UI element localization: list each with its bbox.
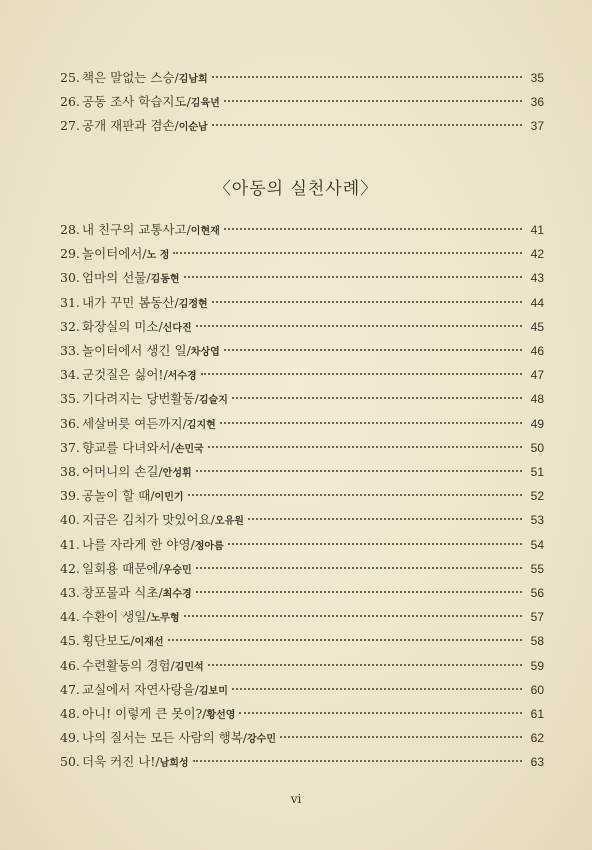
toc-entry: [60, 365, 544, 385]
toc-entry: [60, 341, 544, 361]
entry-author: 신다진: [162, 322, 192, 334]
entry-page: 52: [530, 489, 544, 504]
dot-leader: [212, 300, 522, 303]
entry-title: 화장실의 미소: [82, 318, 159, 334]
entry-title: 수환이 생일: [82, 609, 147, 625]
entry-separator: /: [186, 94, 191, 109]
toc-entry: [60, 389, 544, 409]
entry-author: 김보미: [198, 685, 228, 697]
dot-leader: [224, 99, 522, 102]
dot-leader: [208, 663, 522, 666]
entry-title: 책은 말없는 스승: [82, 70, 175, 85]
entry-title: 내가 꾸민 봄동산: [82, 294, 175, 310]
toc-entry: [60, 486, 544, 506]
entry-separator: /: [142, 246, 147, 262]
entry-title: 기다려지는 당번활동: [82, 391, 195, 407]
entry-number: 26.: [60, 94, 80, 109]
entry-title: 놀이터에서 생긴 일: [82, 343, 187, 358]
dot-leader: [208, 445, 522, 448]
toc-entry: [60, 317, 544, 337]
entry-separator: /: [170, 439, 175, 455]
entry-number: 37.: [60, 439, 80, 455]
entry-title: 횡단보도: [82, 633, 131, 649]
entry-author: 황선영: [206, 710, 236, 721]
entry-page: 45: [530, 319, 544, 334]
entry-author: 남희성: [159, 758, 189, 770]
dot-leader: [212, 123, 522, 126]
entry-number: 31.: [60, 294, 80, 310]
entry-number: 50.: [60, 754, 80, 770]
entry-number: 35.: [60, 391, 80, 407]
entry-author: 손민국: [174, 443, 204, 455]
entry-title: 내 친구의 교통사고: [82, 222, 187, 237]
toc-entry: [60, 728, 544, 748]
entry-separator: /: [202, 706, 207, 721]
entry-separator: /: [158, 464, 163, 479]
entry-page: 50: [530, 440, 544, 455]
entry-title: 더욱 커진 나!: [82, 754, 156, 770]
entry-page: 44: [530, 295, 544, 310]
entry-separator: /: [130, 633, 135, 649]
toc-entry: [60, 510, 544, 530]
entry-page: 62: [530, 731, 544, 746]
entry-number: 34.: [60, 367, 80, 383]
entry-page: 37: [530, 119, 544, 133]
entry-number: 29.: [60, 246, 80, 262]
section-heading: 〈아동의 실천사례〉: [213, 179, 379, 199]
entry-author: 노무형: [150, 613, 180, 625]
entry-author: 이민기: [154, 492, 184, 504]
entry-separator: /: [242, 730, 248, 746]
entry-number: 42.: [60, 560, 80, 576]
toc-entry: [60, 559, 544, 579]
entry-number: 49.: [60, 730, 80, 746]
dot-leader: [196, 469, 522, 472]
entry-page: 56: [530, 586, 544, 600]
entry-number: 45.: [60, 633, 80, 649]
toc-entry: [60, 68, 544, 88]
entry-author: 김동현: [150, 274, 180, 286]
entry-title: 교실에서 자연사랑을: [82, 681, 195, 697]
entry-separator: /: [158, 585, 163, 600]
entry-number: 39.: [60, 488, 80, 504]
dot-leader: [232, 687, 522, 690]
entry-page: 48: [530, 392, 544, 407]
entry-title: 어머니의 손길: [82, 464, 159, 479]
entry-page: 42: [530, 247, 544, 262]
entry-title: 공개 재판과 겸손: [82, 118, 175, 133]
entry-number: 40.: [60, 512, 80, 528]
entry-title: 공동 조사 학습지도: [82, 94, 187, 109]
entry-author: 안성휘: [162, 468, 192, 479]
entry-page: 51: [530, 465, 544, 479]
entry-title: 나를 자라게 한 야영: [82, 536, 191, 552]
toc-entry: [60, 704, 544, 724]
entry-page: 63: [530, 755, 544, 770]
entry-separator: /: [194, 681, 199, 697]
entry-author: 이재선: [134, 637, 164, 649]
entry-separator: /: [158, 318, 163, 334]
entry-title: 일회용 때문에: [82, 560, 159, 576]
entry-page: 43: [530, 271, 544, 286]
entry-title: 지금은 김치가 맛있어요: [82, 512, 211, 528]
entry-title: 엄마의 선물: [82, 270, 147, 286]
entry-title: 아니! 이렇게 큰 못이?: [82, 706, 203, 721]
dot-leader: [228, 542, 522, 545]
dot-leader: [239, 711, 522, 714]
entry-title: 나의 질서는 모든 사람의 행복: [82, 730, 243, 746]
entry-author: 강수민: [247, 734, 276, 746]
entry-title: 수련활동의 경험: [82, 657, 171, 673]
toc-entry: [60, 293, 544, 313]
toc-entry: [60, 116, 544, 136]
dot-leader: [280, 735, 522, 738]
dot-leader: [196, 566, 522, 569]
dot-leader: [184, 275, 522, 278]
entry-author: 최수경: [162, 589, 192, 600]
dot-leader: [232, 396, 522, 399]
entry-title: 놀이터에서: [82, 246, 143, 262]
entry-page: 57: [530, 610, 544, 625]
dot-leader: [224, 348, 522, 351]
entry-separator: /: [174, 118, 179, 133]
entry-separator: /: [182, 415, 187, 431]
entry-number: 47.: [60, 681, 80, 697]
toc-entry: [60, 414, 544, 434]
entry-page: 36: [530, 95, 544, 109]
entry-title: 향교를 다녀와서: [82, 439, 171, 455]
entry-number: 38.: [60, 464, 80, 479]
entry-separator: /: [170, 657, 175, 673]
entry-page: 53: [530, 513, 544, 528]
entry-page: 55: [530, 561, 544, 576]
toc-entry: [60, 268, 544, 288]
entry-page: 35: [530, 71, 544, 85]
entry-number: 43.: [60, 585, 80, 600]
entry-author: 김남희: [178, 74, 208, 85]
entry-page: 49: [530, 416, 544, 431]
entry-separator: /: [190, 536, 195, 552]
toc-entry: [60, 220, 544, 240]
entry-author: 김민석: [174, 661, 204, 673]
dot-leader: [248, 517, 522, 520]
entry-number: 32.: [60, 318, 80, 334]
entry-author: 차상엽: [190, 347, 220, 358]
toc-entry: [60, 438, 544, 458]
dot-leader: [201, 372, 522, 375]
entry-page: 59: [530, 658, 544, 673]
entry-author: 정아름: [194, 540, 224, 552]
entry-page: 60: [530, 682, 544, 697]
entry-number: 30.: [60, 270, 80, 286]
entry-separator: /: [155, 754, 160, 770]
entry-title: 군것질은 싫어!: [82, 367, 164, 383]
entry-page: 41: [530, 223, 544, 237]
entry-separator: /: [158, 560, 163, 576]
entry-title: 공놀이 할 때: [82, 488, 151, 504]
entry-separator: /: [174, 70, 179, 85]
entry-separator: /: [186, 343, 191, 358]
toc-entry: [60, 607, 544, 627]
entry-separator: /: [186, 222, 191, 237]
toc-entry: [60, 656, 544, 676]
toc-entry: [60, 631, 544, 651]
entry-number: 27.: [60, 118, 80, 133]
entry-title: 창포물과 식초: [82, 585, 159, 600]
dot-leader: [184, 614, 522, 617]
entry-page: 61: [530, 707, 544, 721]
dot-leader: [220, 421, 522, 424]
entry-author: 노 정: [146, 250, 170, 262]
toc-entry: [60, 244, 544, 264]
entry-number: 48.: [60, 706, 80, 721]
dot-leader: [193, 759, 522, 762]
entry-separator: /: [146, 609, 151, 625]
entry-page: 58: [530, 634, 544, 649]
page-number-footer: vi: [290, 792, 302, 806]
dot-leader: [173, 251, 522, 254]
dot-leader: [196, 590, 522, 593]
toc-entry: [60, 92, 544, 112]
entry-page: 54: [530, 537, 544, 552]
entry-number: 33.: [60, 343, 80, 358]
entry-separator: /: [194, 391, 199, 407]
entry-separator: /: [163, 367, 168, 383]
dot-leader: [168, 638, 522, 641]
entry-separator: /: [210, 512, 215, 528]
entry-title: 세살버릇 여든까지: [82, 415, 183, 431]
entry-author: 김슬지: [198, 395, 228, 407]
entry-author: 오유원: [214, 516, 244, 528]
toc-entry: [60, 680, 544, 700]
entry-number: 44.: [60, 609, 80, 625]
entry-author: 서수경: [167, 371, 197, 383]
entry-page: 46: [530, 344, 544, 358]
entry-author: 우승민: [162, 564, 192, 576]
entry-author: 이순남: [178, 122, 208, 133]
entry-number: 28.: [60, 222, 80, 237]
entry-author: 김육년: [190, 98, 220, 109]
entry-number: 46.: [60, 657, 80, 673]
entry-separator: /: [174, 294, 179, 310]
entry-author: 김정현: [178, 298, 208, 310]
toc-entry: [60, 462, 544, 482]
toc-entry: [60, 583, 544, 603]
entry-page: 47: [530, 368, 544, 383]
entry-number: 25.: [60, 70, 80, 85]
dot-leader: [196, 324, 522, 327]
dot-leader: [188, 493, 522, 496]
dot-leader: [212, 75, 522, 78]
entry-number: 36.: [60, 415, 80, 431]
entry-author: 김지현: [186, 419, 216, 431]
entry-author: 이현재: [190, 226, 220, 237]
entry-separator: /: [150, 488, 155, 504]
toc-entry: [60, 535, 544, 555]
entry-number: 41.: [60, 536, 80, 552]
toc-entry: [60, 752, 544, 772]
dot-leader: [224, 227, 522, 230]
entry-separator: /: [146, 270, 151, 286]
